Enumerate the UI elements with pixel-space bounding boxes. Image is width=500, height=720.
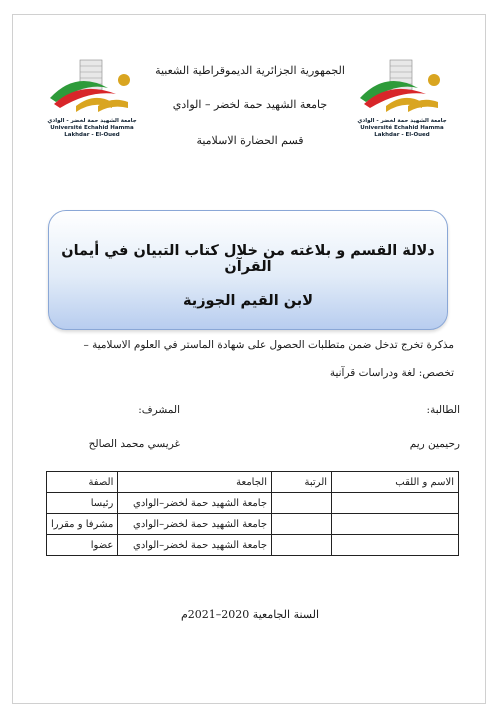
department-name: قسم الحضارة الاسلامية xyxy=(196,134,304,147)
jury-rank-cell xyxy=(272,514,332,535)
logo-caption: جامعة الشهيد حمة لخضر - الوادي Université Echahid Hamma Lakhdar - El-Oued xyxy=(47,118,137,138)
jury-role-cell: عضوا xyxy=(47,535,118,556)
jury-role-cell: مشرفا و مقررا xyxy=(47,514,118,535)
jury-name-cell xyxy=(332,493,459,514)
jury-university-cell: جامعة الشهيد حمة لخضر–الوادي xyxy=(118,535,272,556)
supervisor-label: المشرف: xyxy=(138,404,180,416)
thesis-title-box xyxy=(48,210,448,330)
table-row xyxy=(47,535,459,556)
jury-name-cell xyxy=(332,514,459,535)
academic-year: السنة الجامعية 2020–2021م xyxy=(180,608,320,621)
column-header: الرتبة xyxy=(272,472,332,493)
jury-table xyxy=(46,471,459,556)
table-row xyxy=(47,493,459,514)
supervisor-name: غريسي محمد الصالح xyxy=(88,438,180,450)
thesis-title-line2: لابن القيم الجوزية xyxy=(182,293,314,309)
jury-university-cell: جامعة الشهيد حمة لخضر–الوادي xyxy=(118,514,272,535)
logo-caption: جامعة الشهيد حمة لخضر - الوادي Université Echahid Hamma Lakhdar - El-Oued xyxy=(357,118,447,138)
republic-heading: الجمهورية الجزائرية الديموقراطية الشعبية xyxy=(155,64,345,77)
jury-role-cell: رئيسا xyxy=(47,493,118,514)
jury-name-cell xyxy=(332,535,459,556)
column-header: الجامعة xyxy=(118,472,272,493)
jury-rank-cell xyxy=(272,535,332,556)
jury-rank-cell xyxy=(272,493,332,514)
student-label: الطالبة: xyxy=(426,404,460,416)
table-row xyxy=(47,514,459,535)
student-name: رحيمين ريم xyxy=(409,438,460,450)
table-header-row xyxy=(47,472,459,493)
university-name: جامعة الشهيد حمة لخضر – الوادي xyxy=(172,98,328,111)
specialty: تخصص: لغة ودراسات قرآنية xyxy=(329,367,454,379)
column-header: الصفة xyxy=(47,472,118,493)
memo-description: مذكرة تخرج تدخل ضمن متطلبات الحصول على شهادة الماستر في العلوم الاسلامية – xyxy=(83,339,454,351)
column-header: الاسم و اللقب xyxy=(332,472,459,493)
thesis-title-line1: دلالة القسم و بلاغته من خلال كتاب التبيان في أيمان القرآن xyxy=(61,243,435,275)
jury-university-cell: جامعة الشهيد حمة لخضر–الوادي xyxy=(118,493,272,514)
